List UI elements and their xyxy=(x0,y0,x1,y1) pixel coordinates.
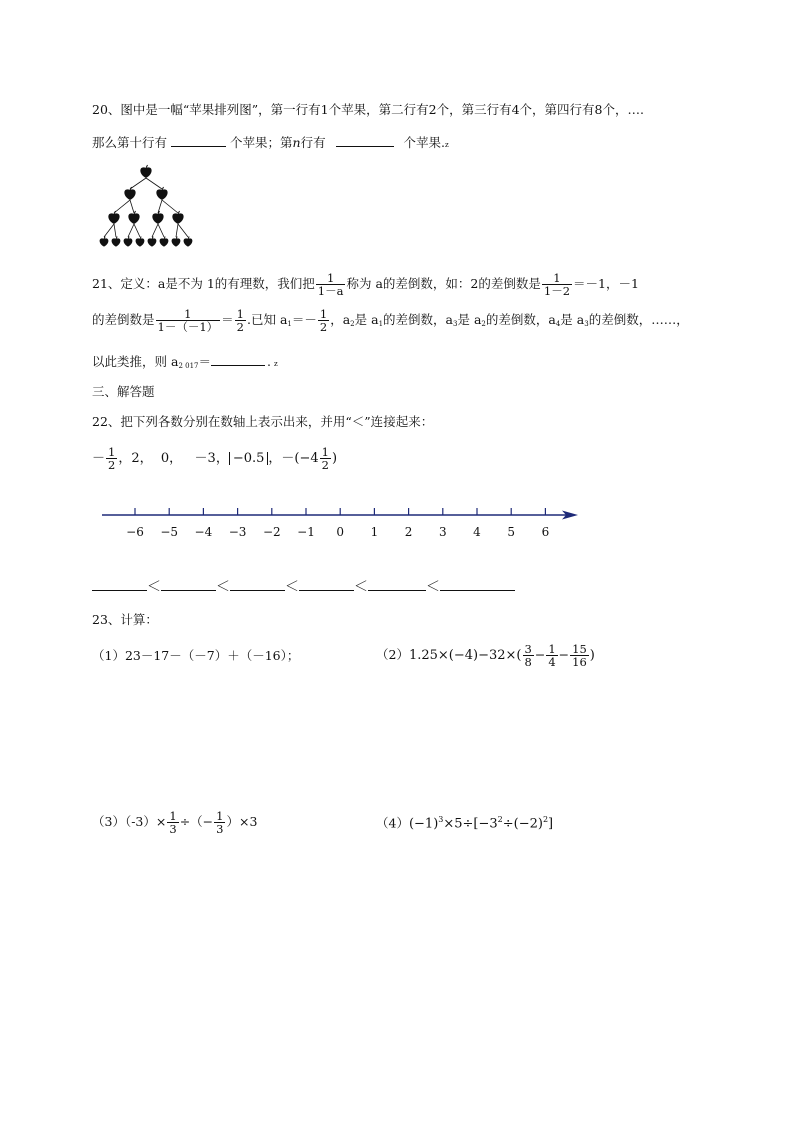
q21-l2-j: 是 a xyxy=(560,312,585,328)
order-blank-3[interactable] xyxy=(230,590,285,591)
q20-blank-row10[interactable] xyxy=(171,146,226,147)
lt-sign: ＜ xyxy=(354,579,368,595)
exponent: 2 xyxy=(542,815,549,824)
q21-answer-blank[interactable] xyxy=(211,365,265,366)
q21-line3 xyxy=(92,356,278,370)
q21-tail-mark: z xyxy=(273,360,278,368)
tree-branch xyxy=(114,224,116,237)
tree-branch xyxy=(146,178,162,189)
frac-num: 1 xyxy=(321,445,329,459)
apple-stem xyxy=(114,211,116,214)
frac-den: 4 xyxy=(548,655,556,670)
apple-stem xyxy=(162,187,164,190)
apple-icon xyxy=(136,238,145,246)
q21-l3-a: 以此类推，则 a xyxy=(92,354,179,369)
order-blank-5[interactable] xyxy=(368,590,426,591)
order-blank-6[interactable] xyxy=(440,590,515,591)
frac-den: 2 xyxy=(236,320,244,335)
minus: − xyxy=(534,647,546,663)
tree-branch xyxy=(158,224,164,237)
axis-tick-label: −5 xyxy=(160,525,179,539)
q21-l2-f: 是 a xyxy=(354,312,379,328)
q23-frac-5 xyxy=(214,810,225,835)
frac-den: 2 xyxy=(108,458,116,473)
q23-p4-d: ÷(−2) xyxy=(502,816,543,832)
q22-n2: ，2， 0， －3， xyxy=(118,451,229,467)
apple-icon xyxy=(152,213,163,224)
q23-p2-expr: 1.25×(−4)−32×( xyxy=(408,648,522,664)
q21-frac-4 xyxy=(235,308,246,333)
q23-p3-c: ）×3 xyxy=(226,814,258,830)
apple-icon xyxy=(156,189,167,200)
q23-p3-b: ÷（− xyxy=(179,814,214,830)
q22-frac-2 xyxy=(320,446,331,471)
q23-p4-b: (−1) xyxy=(408,816,439,832)
frac-den: 2 xyxy=(321,458,329,473)
order-blank-1[interactable] xyxy=(92,590,147,591)
tree-branch xyxy=(178,224,188,237)
frac-den: 1－2 xyxy=(543,284,571,299)
q20-tail-mark: z xyxy=(445,141,449,149)
axis-tick-label: 4 xyxy=(473,525,481,539)
sub: 1 xyxy=(378,320,384,329)
q23-frac-1 xyxy=(523,643,534,668)
axis-tick-label: 0 xyxy=(336,525,345,539)
lt-sign: ＜ xyxy=(147,579,161,595)
q23-frac-4 xyxy=(167,810,178,835)
tree-branch xyxy=(162,200,178,213)
q21-l2-k: 的差倒数，……， xyxy=(588,312,689,328)
axis-tick-label: −4 xyxy=(194,525,213,539)
frac-den: 1－a xyxy=(317,284,344,299)
q20-var-n: n xyxy=(292,135,301,150)
q21-l2-c: .已知 a xyxy=(247,312,288,328)
frac-num: 1 xyxy=(184,307,192,321)
apple-icon xyxy=(108,213,119,224)
tree-branch xyxy=(130,200,134,213)
lt-sign: ＜ xyxy=(285,579,299,595)
q21-frac-3 xyxy=(156,308,221,333)
order-blank-4[interactable] xyxy=(299,590,354,591)
q21-frac-2 xyxy=(542,272,572,297)
sub: 2 xyxy=(350,320,355,329)
q21-l2-a: 的差倒数是 xyxy=(92,312,155,328)
order-blank-2[interactable] xyxy=(161,590,216,591)
apple-stem xyxy=(146,165,148,168)
q20-text-b: 个苹果；第 xyxy=(229,135,293,150)
axis-tick-label: 6 xyxy=(541,525,550,539)
q22-n4a: ，－(−4 xyxy=(268,451,319,467)
apple-icon xyxy=(124,189,135,200)
apple-icon xyxy=(124,238,133,246)
sub: 3 xyxy=(453,320,458,329)
frac-num: 1 xyxy=(319,307,328,321)
q20-text-d: 个苹果. xyxy=(403,135,446,150)
q23-p4-f: ] xyxy=(548,816,554,832)
number-line[interactable] xyxy=(100,505,590,545)
q21-l1-b: 称为 a的差倒数，如：2的差倒数是 xyxy=(346,276,541,292)
q22-title: 22、把下列各数分别在数轴上表示出来，并用“＜”连接起来： xyxy=(92,414,434,429)
frac-num: 1 xyxy=(553,271,561,285)
axis-tick-label: −2 xyxy=(262,525,281,539)
q23-part-2 xyxy=(376,643,595,668)
q21-l3-c: . xyxy=(267,354,271,369)
q23-part-1: （1）23－17－（－7）＋（－16）； xyxy=(92,648,300,663)
axis-tick-label: −3 xyxy=(228,525,247,539)
q21-line1 xyxy=(92,272,639,297)
apple-icon xyxy=(160,238,169,246)
tree-branch xyxy=(128,224,134,237)
minus: − xyxy=(558,647,570,663)
sub: 1 xyxy=(287,320,292,329)
sub: 3 xyxy=(584,320,589,329)
q21-l2-d: ＝－ xyxy=(291,312,317,328)
frac-num: 1 xyxy=(216,809,224,823)
q21-l2-e: ，a xyxy=(330,312,351,328)
q20-line1: 20、图中是一幅“苹果排列图”，第一行有1个苹果，第二行有2个，第三行有4个，第四行有8个，…. xyxy=(92,102,644,117)
apple-icon xyxy=(148,238,157,246)
q22-abs-value: −0.5 xyxy=(229,452,269,465)
apple-stem xyxy=(134,211,136,214)
lt-sign: ＜ xyxy=(426,579,440,595)
apple-stem xyxy=(130,187,132,190)
q21-l2-b: ＝ xyxy=(221,312,234,328)
frac-den: 16 xyxy=(572,655,587,670)
q22-n4b: ) xyxy=(331,451,338,467)
sub: 2 017 xyxy=(178,362,199,370)
tree-branch xyxy=(130,178,146,189)
frac-num: 1 xyxy=(326,271,335,285)
frac-num: 1 xyxy=(108,445,116,459)
tree-branch xyxy=(176,224,178,237)
apple-icon xyxy=(100,238,109,246)
tree-branch xyxy=(152,224,158,237)
apple-icon xyxy=(112,238,121,246)
axis-tick-label: 2 xyxy=(404,525,413,539)
lt-sign: ＜ xyxy=(216,579,230,595)
q21-l2-i: 的差倒数，a xyxy=(485,312,556,328)
q22-numbers xyxy=(92,446,337,471)
sub: 2 xyxy=(481,320,486,329)
apple-icon xyxy=(172,213,183,224)
tree-branch xyxy=(134,224,140,237)
axis-tick-label: −6 xyxy=(126,525,144,539)
frac-num: 1 xyxy=(548,642,556,656)
q22-order-row xyxy=(92,580,515,594)
q22-frac-1 xyxy=(106,446,117,471)
tree-branch xyxy=(158,200,162,213)
sub: 4 xyxy=(555,320,561,329)
q21-l1-c: ＝－1，－1 xyxy=(573,276,639,292)
frac-den: 3 xyxy=(216,822,224,837)
q20-text-a: 那么第十行有 xyxy=(92,135,168,150)
frac-den: 3 xyxy=(169,822,177,837)
exponent: 2 xyxy=(497,815,503,824)
q23-part-4 xyxy=(376,816,553,830)
apple-icon xyxy=(140,167,151,178)
axis-tick-label: 5 xyxy=(507,525,516,539)
exponent: 3 xyxy=(438,815,444,824)
q20-text-c: 行有 xyxy=(300,135,326,150)
apple-stem xyxy=(178,211,180,214)
q21-l1-a: 21、定义：a是不为 1的有理数，我们把 xyxy=(92,276,315,292)
axis-tick-label: −1 xyxy=(297,525,315,539)
frac-num: 15 xyxy=(572,642,587,656)
tree-branch xyxy=(114,200,130,213)
axis-tick-label: 1 xyxy=(370,525,379,539)
frac-num: 3 xyxy=(524,642,532,656)
q21-frac-1 xyxy=(316,272,346,297)
q20-blank-rown[interactable] xyxy=(336,146,394,147)
q21-l2-g: 的差倒数，a xyxy=(383,312,453,328)
q23-title: 23、计算： xyxy=(92,612,158,627)
axis-tick-label: 3 xyxy=(438,525,447,539)
section-3-heading: 三、解答题 xyxy=(92,384,155,399)
apple-tree-diagram xyxy=(98,162,208,252)
apple-icon xyxy=(172,238,181,246)
q21-line2 xyxy=(92,308,689,333)
frac-num: 1 xyxy=(236,307,244,321)
q23-p2-label: （2） xyxy=(376,647,409,663)
q22-neg: － xyxy=(92,451,106,467)
q23-p2-close: ) xyxy=(589,648,595,664)
q20-line2 xyxy=(92,137,449,150)
tree-branch xyxy=(104,224,114,237)
q23-p4-label: （4） xyxy=(376,815,409,831)
q21-frac-5 xyxy=(318,308,329,333)
apple-stem xyxy=(188,237,189,239)
frac-den: 1－（－1） xyxy=(157,320,219,335)
q23-p4-c: ×5÷[−3 xyxy=(443,816,498,832)
q21-l3-b: ＝ xyxy=(198,354,211,369)
q21-l2-h: 是 a xyxy=(457,312,482,328)
frac-num: 1 xyxy=(169,809,177,823)
q23-frac-3 xyxy=(570,643,589,668)
q23-p3-a: （3）（-3）× xyxy=(92,814,167,830)
q23-part-3 xyxy=(92,810,257,835)
apple-icon xyxy=(128,213,139,224)
q23-frac-2 xyxy=(546,643,557,668)
apple-icon xyxy=(184,238,193,246)
frac-den: 2 xyxy=(319,320,328,335)
frac-den: 8 xyxy=(524,655,532,670)
